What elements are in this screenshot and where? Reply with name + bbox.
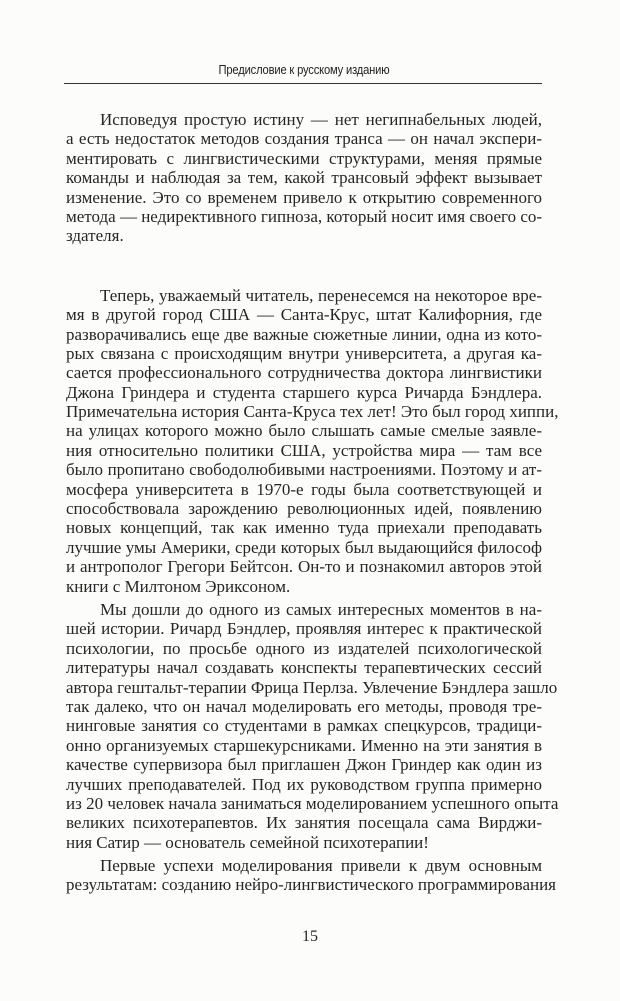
text-line: так далеко, что он начал моделировать его методы, проводя тре- xyxy=(66,696,542,716)
paragraph xyxy=(66,599,559,852)
header-rule xyxy=(64,83,542,84)
text-line: было пропитано свободолюбивыми настроениями. Поэтому и ат- xyxy=(66,460,542,480)
text-line: шей истории. Ричард Бэндлер, проявляя интерес к практической xyxy=(66,619,542,639)
running-head-title: Предисловие к русскому изданию xyxy=(218,62,390,77)
text-line: метода — недирективного гипноза, который носит имя своего со- xyxy=(66,206,543,226)
text-line: Исповедуя простую истину — нет негипнабельных людей, xyxy=(100,110,542,129)
text-line: а есть недостаток методов создания транса — он начал экспери- xyxy=(66,129,542,149)
page-number: 15 xyxy=(302,928,318,945)
text-line: книги с Милтоном Эриксоном. xyxy=(66,576,291,596)
text-line: нинговые занятия со студентами в рамках спецкурсов, традици- xyxy=(66,716,542,736)
text-line: и антрополог Грегори Бейтсон. Он-то и познакомил авторов этой xyxy=(66,557,542,577)
text-line: на улицах которого можно было слышать самые смелые заявле- xyxy=(66,421,542,441)
text-line: изменение. Это со временем привело к открытию современного xyxy=(66,187,542,207)
text-line: результатам: созданию нейро-лингвистического программирования xyxy=(66,875,557,895)
text-line: рых связана с происходящим внутри университета, а другая ка- xyxy=(66,343,542,363)
paragraph xyxy=(66,285,559,596)
body-text xyxy=(66,110,559,899)
text-line: Теперь, уважаемый читатель, перенесемся на некоторое вре- xyxy=(100,285,542,305)
text-line: способствовала зарождению революционных идей, появлению xyxy=(66,499,542,519)
text-line: ния относительно политики США, устройства мира — там все xyxy=(66,440,542,460)
text-line: автора гештальт-терапии Фрица Перлза. Увлечение Бэндлера зашло xyxy=(66,677,558,697)
text-line: сается профессионального сотрудничества доктора лингвистики xyxy=(66,363,542,383)
text-line: лучших преподавателей. Под их руководством группа примерно xyxy=(66,774,542,794)
text-line: из 20 человек начала заниматься моделированием успешного опыта xyxy=(66,793,559,813)
text-line: литературы начал создавать конспекты терапевтических сессий xyxy=(66,658,542,678)
text-line: онно организуемых старшекурсниками. Именно на эти занятия в xyxy=(66,735,542,755)
text-line: Первые успехи моделирования привели к двум основным xyxy=(100,856,542,876)
text-line: мосфера университета в 1970-е годы была соответствующей и xyxy=(66,479,542,499)
text-line: команды и наблюдая за тем, какой трансовый эффект вызывает xyxy=(66,168,542,188)
text-line: ния Сатир — основатель семейной психотерапии! xyxy=(66,832,429,852)
text-line: великих психотерапевтов. Их занятия посещала сама Вирджи- xyxy=(66,813,542,833)
text-line: психологии, по просьбе одного из издателей психологической xyxy=(66,638,542,658)
text-line: разворачивались еще две важные сюжетные линии, одна из кото- xyxy=(66,324,542,344)
text-line: мя в другой город США — Санта-Крус, штат Калифорния, где xyxy=(66,305,542,325)
text-line: Мы дошли до одного из самых интересных моментов в на- xyxy=(100,599,542,619)
text-line: Примечательна история Санта-Круса тех лет! Это был город хиппи, xyxy=(66,402,559,422)
text-line: качестве супервизора был приглашен Джон Гриндер как один из xyxy=(66,755,542,775)
text-line: новых концепций, так как именно туда приехали преподавать xyxy=(66,518,542,538)
text-line: здателя. xyxy=(66,226,124,246)
paragraph xyxy=(66,110,542,246)
text-line: Джона Гриндера и студента старшего курса Ричарда Бэндлера. xyxy=(66,382,542,402)
text-line: лучшие умы Америки, среди которых был выдающийся философ xyxy=(66,537,542,557)
text-line: ментировать с лингвистическими структурами, меняя прямые xyxy=(66,148,542,168)
paragraph xyxy=(66,856,557,895)
